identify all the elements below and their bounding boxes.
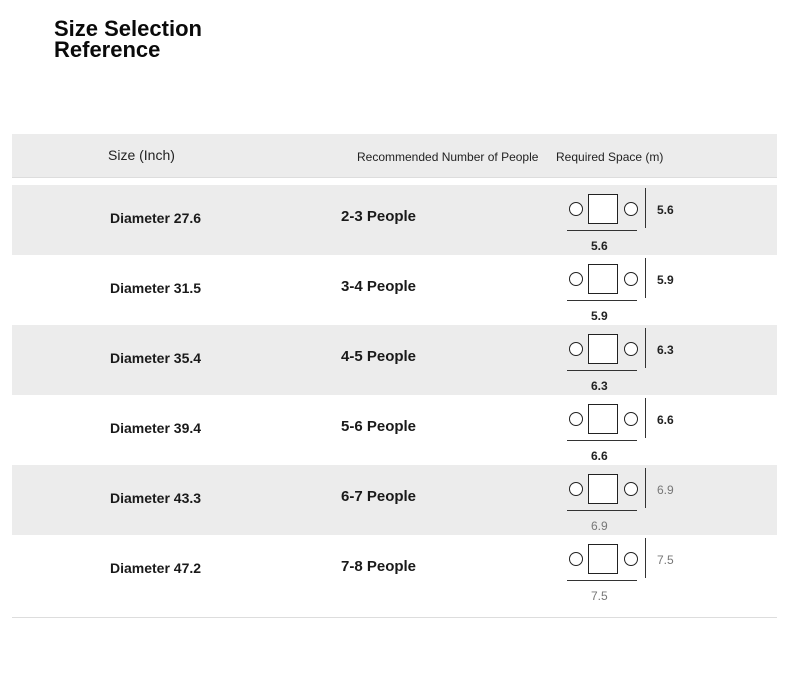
space-width-value: 5.6 bbox=[591, 239, 608, 253]
table-icon bbox=[588, 544, 618, 574]
space-depth-value: 6.6 bbox=[657, 413, 674, 427]
table-icon bbox=[588, 474, 618, 504]
size-cell: Diameter 47.2 bbox=[110, 560, 202, 576]
space-depth-value: 6.3 bbox=[657, 343, 674, 357]
people-cell: 4-5 People bbox=[341, 348, 417, 365]
chair-icon bbox=[624, 202, 638, 216]
people-cell: 7-8 People bbox=[341, 558, 417, 575]
chair-icon bbox=[569, 272, 583, 286]
space-width-value: 6.3 bbox=[591, 379, 608, 393]
space-depth-value: 7.5 bbox=[657, 553, 674, 567]
space-depth-value: 6.9 bbox=[657, 483, 674, 497]
table-icon bbox=[588, 404, 618, 434]
chair-icon bbox=[569, 412, 583, 426]
table-icon bbox=[588, 334, 618, 364]
people-cell: 6-7 People bbox=[341, 488, 417, 505]
space-depth-value: 5.6 bbox=[657, 203, 674, 217]
chair-icon bbox=[624, 552, 638, 566]
space-width-value: 6.9 bbox=[591, 519, 608, 533]
header-people: Recommended Number of People bbox=[357, 150, 539, 164]
space-width-value: 7.5 bbox=[591, 589, 608, 603]
width-line bbox=[567, 580, 637, 581]
size-cell: Diameter 27.6 bbox=[110, 210, 202, 226]
space-width-value: 6.6 bbox=[591, 449, 608, 463]
space-diagram bbox=[565, 325, 685, 395]
size-cell: Diameter 35.4 bbox=[110, 350, 202, 366]
space-diagram bbox=[565, 395, 685, 465]
people-cell: 5-6 People bbox=[341, 418, 417, 435]
size-cell: Diameter 39.4 bbox=[110, 420, 202, 436]
header-size: Size (Inch) bbox=[108, 147, 175, 163]
table-row bbox=[12, 535, 777, 605]
table-row bbox=[12, 465, 777, 535]
width-line bbox=[567, 300, 637, 301]
width-line bbox=[567, 370, 637, 371]
chair-icon bbox=[569, 482, 583, 496]
page-title: Size Selection Reference bbox=[54, 16, 202, 62]
space-width-value: 5.9 bbox=[591, 309, 608, 323]
header-space: Required Space (m) bbox=[556, 150, 664, 164]
chair-icon bbox=[569, 202, 583, 216]
chair-icon bbox=[624, 272, 638, 286]
depth-line bbox=[645, 258, 646, 298]
depth-line bbox=[645, 398, 646, 438]
space-depth-value: 5.9 bbox=[657, 273, 674, 287]
chair-icon bbox=[624, 482, 638, 496]
space-diagram bbox=[565, 185, 685, 255]
table-icon bbox=[588, 194, 618, 224]
depth-line bbox=[645, 468, 646, 508]
width-line bbox=[567, 440, 637, 441]
chair-icon bbox=[569, 552, 583, 566]
table-row bbox=[12, 255, 777, 325]
table-row bbox=[12, 395, 777, 465]
space-diagram bbox=[565, 465, 685, 535]
table-icon bbox=[588, 264, 618, 294]
width-line bbox=[567, 230, 637, 231]
chair-icon bbox=[624, 412, 638, 426]
table-bottom-divider bbox=[12, 617, 777, 618]
people-cell: 2-3 People bbox=[341, 208, 417, 225]
table-row bbox=[12, 325, 777, 395]
size-table bbox=[12, 134, 777, 618]
chair-icon bbox=[624, 342, 638, 356]
width-line bbox=[567, 510, 637, 511]
space-diagram bbox=[565, 255, 685, 325]
table-header bbox=[12, 134, 777, 178]
people-cell: 3-4 People bbox=[341, 278, 417, 295]
space-diagram bbox=[565, 535, 685, 605]
size-cell: Diameter 31.5 bbox=[110, 280, 202, 296]
chair-icon bbox=[569, 342, 583, 356]
depth-line bbox=[645, 538, 646, 578]
depth-line bbox=[645, 188, 646, 228]
depth-line bbox=[645, 328, 646, 368]
table-row bbox=[12, 185, 777, 255]
size-cell: Diameter 43.3 bbox=[110, 490, 202, 506]
